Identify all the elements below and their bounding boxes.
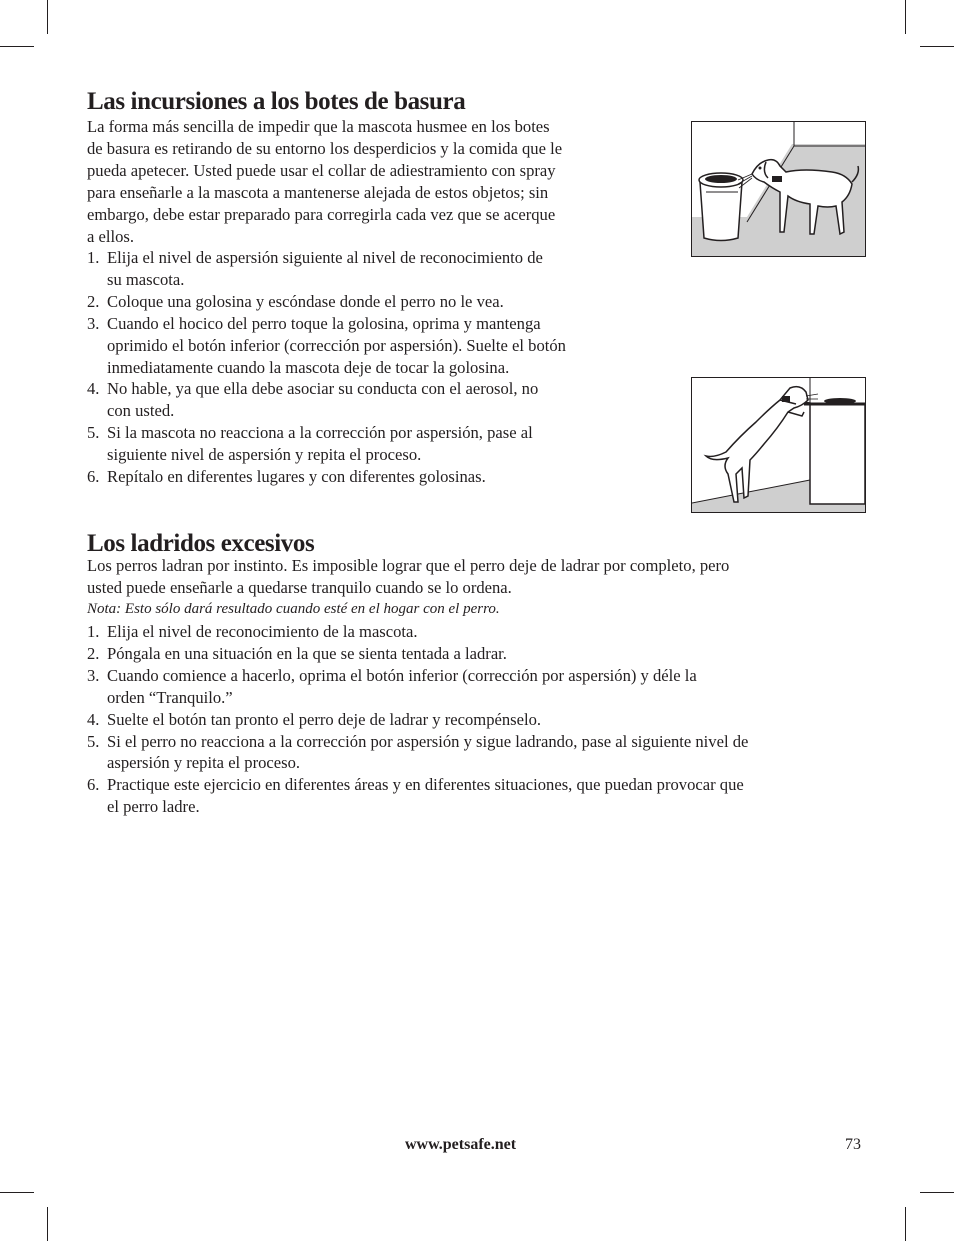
crop-mark [47,0,48,34]
list-item [87,709,748,731]
list-item-line: Póngala en una situación en la que se sienta tentada a ladrar. [107,643,507,663]
list-item-line: Practique este ejercicio en diferentes áreas y en diferentes situaciones, que puedan provocar que [107,775,744,795]
list-item-number: 2. [87,291,100,311]
list-item-line: inmediatamente cuando la mascota deje de tocar la golosina. [107,357,510,377]
text-line: usted puede enseñarle a quedarse tranquilo cuando se lo ordena. [87,577,512,597]
list-item-number: 1. [87,248,100,267]
crop-mark [0,46,34,47]
list-item [87,731,748,775]
list-item-number: 3. [87,665,100,685]
list-item-line: Si el perro no reacciona a la corrección por aspersión y sigue ladrando, pase al siguiente nivel de [107,731,749,751]
list-item [87,774,748,818]
text-line: Los perros ladran por instinto. Es imposible lograr que el perro deje de ladrar por completo, pero [87,556,730,575]
text-line: a ellos. [87,226,135,246]
list-item-number: 4. [87,379,100,399]
list-item-number: 6. [87,775,100,795]
text-line: pueda apetecer. Usted puede usar el collar de adiestramiento con spray [87,160,556,180]
list-item-line: No hable, ya que ella debe asociar su conducta con el aerosol, no [107,379,539,399]
section-intro-barking [87,555,729,599]
crop-mark [47,1207,48,1241]
list-item [87,247,566,291]
list-item-line: siguiente nivel de aspersión y repita el proceso. [107,445,422,465]
list-item [87,313,566,379]
text-line: embargo, debe estar preparado para corregirla cada vez que se acerque [87,204,556,224]
text-line: para enseñarle a la mascota a mantenerse alejada de estos objetos; sin [87,182,549,202]
list-item-line: Si la mascota no reacciona a la corrección por aspersión, pase al [107,423,533,443]
crop-mark [0,1192,34,1193]
list-item-line: el perro ladre. [107,797,200,817]
section-title-barking: Los ladridos excesivos [87,530,315,557]
crop-mark [905,0,906,34]
section-intro-trash [87,116,562,247]
list-item [87,665,748,709]
crop-mark [920,46,954,47]
list-item-number: 5. [87,731,100,751]
figure-dog-counter [691,377,866,513]
figure-dog-trash [691,121,866,257]
list-item-line: Elija el nivel de reconocimiento de la mascota. [107,622,418,641]
text-line: de basura es retirando de su entorno los desperdicios y la comida que le [87,138,563,158]
dog-sniffing-trash-can-icon [692,122,865,256]
steps-list-trash [87,247,566,488]
list-item-number: 3. [87,313,100,333]
list-item [87,643,748,665]
text-line: La forma más sencilla de impedir que la mascota husmee en los botes [87,117,550,136]
list-item-number: 5. [87,423,100,443]
list-item-number: 2. [87,643,100,663]
list-item-line: aspersión y repita el proceso. [107,753,301,773]
list-item [87,378,566,422]
list-item-line: Cuando comience a hacerlo, oprima el botón inferior (corrección por aspersión) y déle la [107,665,697,685]
list-item-line: Coloque una golosina y escóndase donde el perro no le vea. [107,291,504,311]
list-item-number: 6. [87,467,100,487]
list-item-line: orden “Tranquilo.” [107,687,233,707]
steps-list-barking [87,621,748,818]
list-item-line: oprimido el botón inferior (corrección por aspersión). Suelte el botón [107,335,566,355]
list-item [87,422,566,466]
crop-mark [920,1192,954,1193]
list-item [87,291,566,313]
list-item-number: 4. [87,709,100,729]
list-item-line: Suelte el botón tan pronto el perro deje de ladrar y recompénselo. [107,709,542,729]
note-text: Nota: Esto sólo dará resultado cuando esté en el hogar con el perro. [87,601,500,617]
crop-mark [905,1207,906,1241]
list-item [87,621,748,643]
page-number: 73 [845,1136,861,1153]
list-item-line: su mascota. [107,269,185,289]
section-title-trash: Las incursiones a los botes de basura [87,88,466,115]
footer-url: www.petsafe.net [405,1136,517,1153]
dog-jumping-on-counter-icon [692,378,865,512]
list-item-line: Cuando el hocico del perro toque la golosina, oprima y mantenga [107,313,541,333]
list-item-line: Elija el nivel de aspersión siguiente al nivel de reconocimiento de [107,248,543,267]
list-item-line: con usted. [107,401,175,421]
list-item-number: 1. [87,622,100,641]
list-item [87,466,566,488]
list-item-line: Repítalo en diferentes lugares y con diferentes golosinas. [107,467,486,487]
